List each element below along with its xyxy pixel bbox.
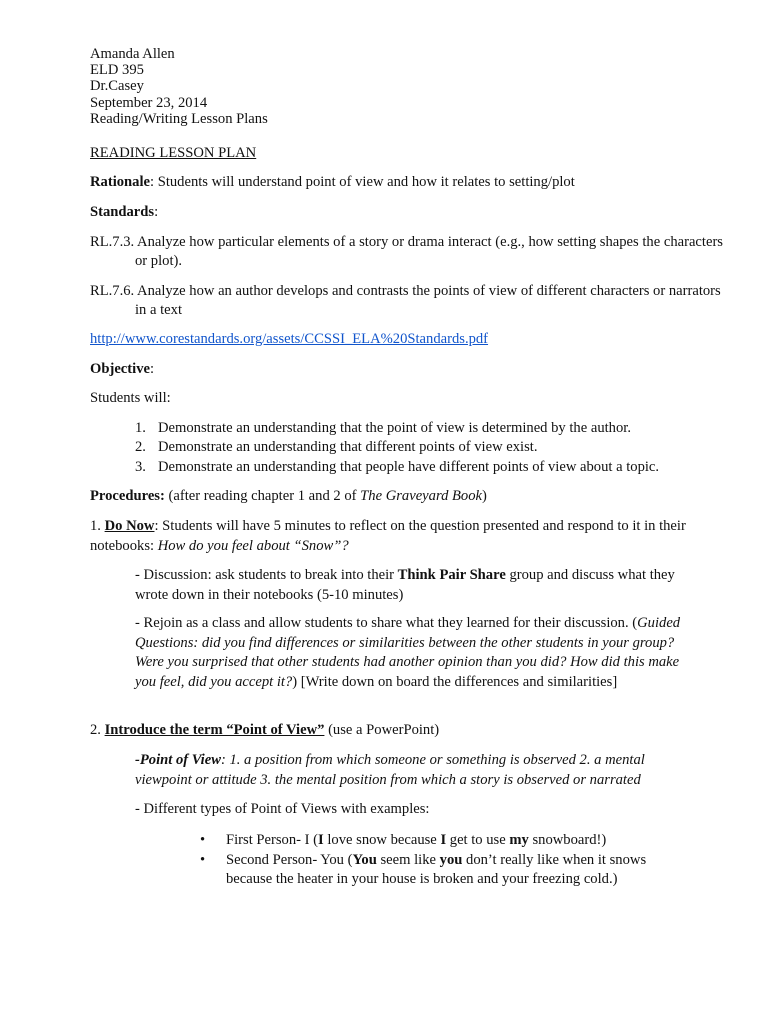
list-item: [135, 419, 659, 438]
list-item: [135, 438, 659, 457]
rationale-label: Rationale: [90, 174, 150, 190]
bullet-bold: you: [439, 851, 463, 868]
discussion-text-end: group and discuss what they wrote down in their notebooks (5-10 minutes): [135, 567, 675, 603]
guided-questions: Guided Questions: did you find differences or similarities between the other students in your group? Were you surprised that other students had another opinion than you did? How did this make you feel, did you accept it?: [135, 615, 681, 690]
book-title: The Graveyard Book: [360, 488, 483, 504]
bullet-bold: my: [509, 832, 529, 848]
bullet-text: seem like: [376, 851, 440, 868]
bullet-icon: •: [200, 832, 206, 848]
procedures-close: ): [482, 488, 487, 504]
standards-heading: [90, 204, 690, 222]
instructor-name: Dr.Casey: [90, 78, 144, 95]
step-1-number: 1.: [90, 518, 105, 534]
standards-colon: :: [154, 204, 159, 220]
step-2-paragraph: [90, 722, 690, 740]
step-2-text: (use a PowerPoint): [324, 722, 440, 738]
rejoin-paragraph: [135, 614, 690, 692]
standards-label: Standards: [90, 204, 155, 220]
objective-heading: [90, 361, 690, 379]
discussion-text: - Discussion: ask students to break into their: [135, 567, 398, 583]
bullet-text: snowboard!): [528, 832, 607, 848]
course-code: ELD 395: [90, 62, 144, 79]
list-item: [200, 831, 680, 851]
types-intro: - Different types of Point of Views with examples:: [135, 801, 430, 817]
section-title: READING LESSON PLAN: [90, 145, 257, 161]
step-2-number: 2.: [90, 722, 105, 738]
pov-types-list: [200, 831, 680, 890]
list-item: [135, 458, 659, 477]
bullet-text: love snow because: [323, 832, 441, 848]
bullet-text: First Person- I (: [226, 832, 319, 848]
standard-item: RL.7.6. Analyze how an author develops and contrasts the points of view of different characters or narrators in a text: [90, 283, 721, 318]
rationale-paragraph: [90, 174, 690, 192]
procedures-label: Procedures:: [90, 488, 165, 504]
step-1-text: : Students will have 5 minutes to reflect on the question presented and respond to it in their notebooks:: [90, 518, 686, 554]
procedures-text: (after reading chapter 1 and 2 of: [164, 488, 361, 504]
definition-label: -Point of View: [135, 752, 221, 768]
objective-intro: Students will:: [90, 390, 171, 406]
list-text: Demonstrate an understanding that the point of view is determined by the author.: [158, 420, 631, 436]
do-now-question: How do you feel about “Snow”?: [157, 537, 349, 554]
bullet-bold: I: [440, 832, 447, 848]
procedures-paragraph: [90, 488, 690, 506]
do-now-label: Do Now: [104, 518, 155, 534]
bullet-icon: •: [200, 851, 206, 868]
bullet-bold: You: [352, 851, 377, 868]
list-item: [200, 851, 680, 890]
point-of-view-definition: [135, 751, 690, 790]
author-name: Amanda Allen: [90, 46, 175, 62]
introduce-term-label: Introduce the term “Point of View”: [104, 722, 325, 738]
think-pair-share: Think Pair Share: [397, 567, 506, 583]
standard-item: RL.7.3. Analyze how particular elements of a story or drama interact (e.g., how setting shapes the characters or plot).: [90, 234, 723, 269]
bullet-text: get to use: [446, 832, 510, 848]
rationale-text: : Students will understand point of view and how it relates to setting/plot: [150, 174, 575, 190]
document-header: [90, 46, 268, 127]
objective-label: Objective: [90, 361, 150, 377]
list-number: 3.: [135, 458, 146, 475]
step-1-paragraph: [90, 517, 690, 556]
document-title: Reading/Writing Lesson Plans: [90, 110, 268, 127]
definition-text: : 1. a position from which someone or something is observed 2. a mental viewpoint or attitude 3. the mental position from which a story is observed or narrated: [135, 752, 645, 788]
discussion-paragraph: [135, 566, 690, 605]
bullet-bold: I: [318, 832, 324, 848]
list-number: 2.: [135, 439, 146, 456]
standards-link-paragraph: [90, 331, 690, 349]
list-number: 1.: [135, 420, 146, 436]
document-date: September 23, 2014: [90, 94, 208, 111]
objective-colon: :: [149, 361, 155, 377]
standards-link[interactable]: http://www.corestandards.org/assets/CCSSI_ELA%20Standards.pdf: [90, 331, 489, 347]
list-text: Demonstrate an understanding that people have different points of view about a topic.: [158, 458, 660, 475]
objective-list: [135, 419, 659, 477]
bullet-text: Second Person- You (: [226, 851, 353, 868]
rejoin-text-end: ) [Write down on board the differences and similarities]: [292, 673, 618, 690]
list-text: Demonstrate an understanding that different points of view exist.: [158, 439, 538, 456]
rejoin-text: - Rejoin as a class and allow students to share what they learned for their discussion. (: [135, 615, 638, 631]
bullet-text: don’t really like when it snows because the heater in your house is broken and your freezing cold.): [226, 851, 647, 887]
